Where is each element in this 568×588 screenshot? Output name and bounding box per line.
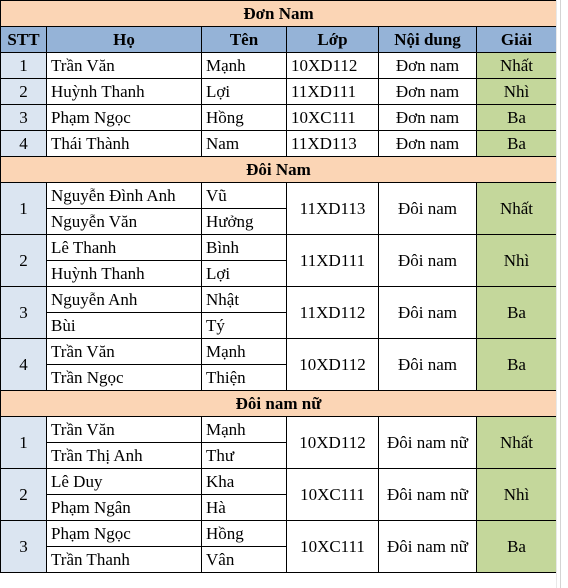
ten-cell[interactable]: Mạnh (202, 417, 287, 443)
header-stt[interactable]: STT (1, 27, 47, 53)
ho-cell[interactable]: Nguyễn Đình Anh (47, 183, 202, 209)
stt-cell[interactable]: 4 (1, 339, 47, 391)
noi-dung-cell[interactable]: Đôi nam (379, 235, 477, 287)
sheet-right-gutter (556, 0, 568, 588)
ten-cell[interactable]: Thư (202, 443, 287, 469)
ho-cell[interactable]: Trần Văn (47, 339, 202, 365)
ho-cell[interactable]: Lê Duy (47, 469, 202, 495)
ho-cell[interactable]: Huỳnh Thanh (47, 79, 202, 105)
ten-cell[interactable]: Bình (202, 235, 287, 261)
header-giai[interactable]: Giải (477, 27, 557, 53)
stt-cell[interactable]: 1 (1, 183, 47, 235)
doubles-row-first (1, 183, 557, 209)
section-title-don-nam[interactable]: Đơn Nam (1, 1, 557, 27)
noi-dung-cell[interactable]: Đôi nam nữ (379, 521, 477, 573)
ho-cell[interactable]: Phạm Ngọc (47, 105, 202, 131)
ten-cell[interactable]: Nam (202, 131, 287, 157)
singles-row (1, 131, 557, 157)
stt-cell[interactable]: 1 (1, 53, 47, 79)
ho-cell[interactable]: Bùi (47, 313, 202, 339)
stt-cell[interactable]: 3 (1, 105, 47, 131)
ten-cell[interactable]: Mạnh (202, 53, 287, 79)
stt-cell[interactable]: 2 (1, 79, 47, 105)
ten-cell[interactable]: Hà (202, 495, 287, 521)
ho-cell[interactable]: Trần Văn (47, 417, 202, 443)
lop-cell[interactable]: 10XD112 (287, 53, 379, 79)
giai-cell[interactable]: Ba (477, 339, 557, 391)
ten-cell[interactable]: Vũ (202, 183, 287, 209)
stt-cell[interactable]: 2 (1, 235, 47, 287)
header-lop[interactable]: Lớp (287, 27, 379, 53)
noi-dung-cell[interactable]: Đôi nam (379, 287, 477, 339)
giai-cell[interactable]: Nhất (477, 53, 557, 79)
doubles-row-first (1, 417, 557, 443)
lop-cell[interactable]: 11XD113 (287, 183, 379, 235)
giai-cell[interactable]: Nhất (477, 183, 557, 235)
section-row-don-nam (1, 1, 557, 27)
noi-dung-cell[interactable]: Đơn nam (379, 131, 477, 157)
ten-cell[interactable]: Thiện (202, 365, 287, 391)
gridline (560, 0, 561, 588)
section-title-doi-nam[interactable]: Đôi Nam (1, 157, 557, 183)
ho-cell[interactable]: Trần Thị Anh (47, 443, 202, 469)
lop-cell[interactable]: 10XC111 (287, 105, 379, 131)
giai-cell[interactable]: Nhì (477, 79, 557, 105)
lop-cell[interactable]: 10XC111 (287, 469, 379, 521)
ho-cell[interactable]: Huỳnh Thanh (47, 261, 202, 287)
giai-cell[interactable]: Nhì (477, 235, 557, 287)
ten-cell[interactable]: Nhật (202, 287, 287, 313)
section-row-doi-nam-nu (1, 391, 557, 417)
ten-cell[interactable]: Hồng (202, 521, 287, 547)
stt-cell[interactable]: 2 (1, 469, 47, 521)
header-row (1, 27, 557, 53)
lop-cell[interactable]: 11XD111 (287, 79, 379, 105)
giai-cell[interactable]: Ba (477, 287, 557, 339)
section-title-doi-nam-nu[interactable]: Đôi nam nữ (1, 391, 557, 417)
singles-row (1, 105, 557, 131)
ten-cell[interactable]: Mạnh (202, 339, 287, 365)
doubles-row-first (1, 339, 557, 365)
doubles-row-first (1, 521, 557, 547)
ho-cell[interactable]: Nguyễn Anh (47, 287, 202, 313)
doubles-row-first (1, 235, 557, 261)
ho-cell[interactable]: Thái Thành (47, 131, 202, 157)
ten-cell[interactable]: Lợi (202, 79, 287, 105)
singles-row (1, 79, 557, 105)
noi-dung-cell[interactable]: Đôi nam (379, 339, 477, 391)
ho-cell[interactable]: Phạm Ngọc (47, 521, 202, 547)
ten-cell[interactable]: Lợi (202, 261, 287, 287)
ten-cell[interactable]: Kha (202, 469, 287, 495)
ten-cell[interactable]: Hồng (202, 105, 287, 131)
doubles-row-first (1, 287, 557, 313)
ho-cell[interactable]: Phạm Ngân (47, 495, 202, 521)
noi-dung-cell[interactable]: Đơn nam (379, 53, 477, 79)
noi-dung-cell[interactable]: Đôi nam nữ (379, 469, 477, 521)
noi-dung-cell[interactable]: Đôi nam nữ (379, 417, 477, 469)
giai-cell[interactable]: Nhất (477, 417, 557, 469)
lop-cell[interactable]: 10XD112 (287, 417, 379, 469)
header-ten[interactable]: Tên (202, 27, 287, 53)
ho-cell[interactable]: Trần Văn (47, 53, 202, 79)
noi-dung-cell[interactable]: Đơn nam (379, 105, 477, 131)
noi-dung-cell[interactable]: Đôi nam (379, 183, 477, 235)
ho-cell[interactable]: Lê Thanh (47, 235, 202, 261)
lop-cell[interactable]: 10XC111 (287, 521, 379, 573)
stt-cell[interactable]: 1 (1, 417, 47, 469)
giai-cell[interactable]: Ba (477, 105, 557, 131)
singles-row (1, 53, 557, 79)
ho-cell[interactable]: Trần Thanh (47, 547, 202, 573)
ten-cell[interactable]: Vân (202, 547, 287, 573)
ten-cell[interactable]: Hưởng (202, 209, 287, 235)
lop-cell[interactable]: 11XD111 (287, 235, 379, 287)
stt-cell[interactable]: 4 (1, 131, 47, 157)
giai-cell[interactable]: Ba (477, 131, 557, 157)
stt-cell[interactable]: 3 (1, 521, 47, 573)
giai-cell[interactable]: Ba (477, 521, 557, 573)
stt-cell[interactable]: 3 (1, 287, 47, 339)
giai-cell[interactable]: Nhì (477, 469, 557, 521)
header-noi-dung[interactable]: Nội dung (379, 27, 477, 53)
lop-cell[interactable]: 11XD113 (287, 131, 379, 157)
ho-cell[interactable]: Nguyễn Văn (47, 209, 202, 235)
section-row-doi-nam (1, 157, 557, 183)
lop-cell[interactable]: 10XD112 (287, 339, 379, 391)
header-ho[interactable]: Họ (47, 27, 202, 53)
noi-dung-cell[interactable]: Đơn nam (379, 79, 477, 105)
ten-cell[interactable]: Tý (202, 313, 287, 339)
ho-cell[interactable]: Trần Ngọc (47, 365, 202, 391)
doubles-row-first (1, 469, 557, 495)
lop-cell[interactable]: 11XD112 (287, 287, 379, 339)
